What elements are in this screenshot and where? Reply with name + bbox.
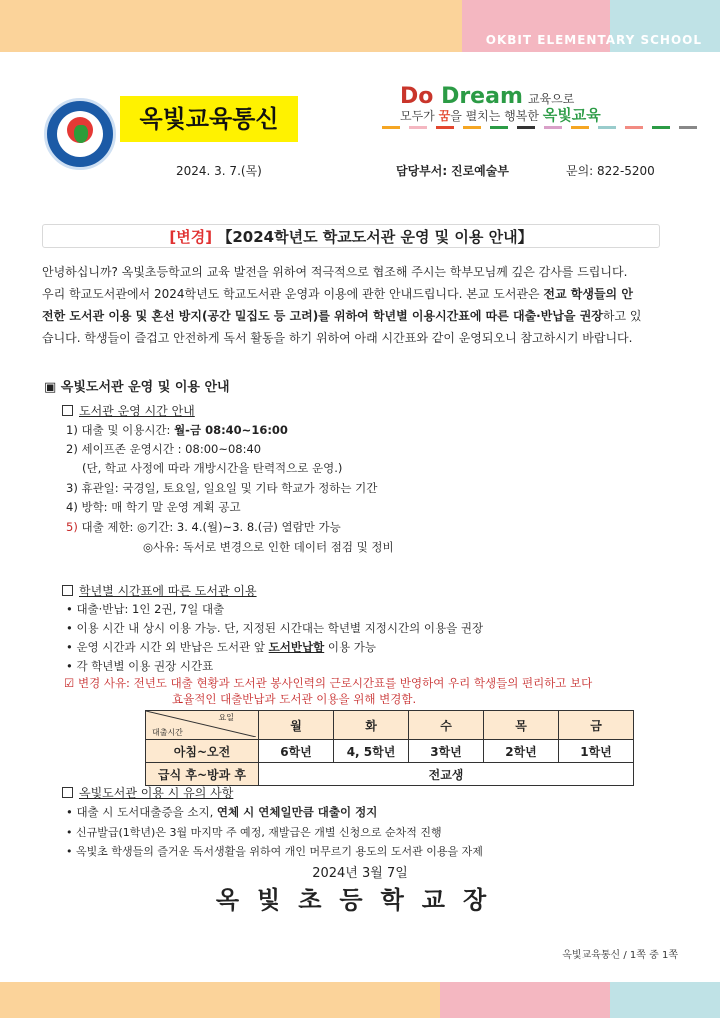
table-cell: 전교생 [259, 763, 634, 786]
subsection-notes [62, 784, 233, 801]
notes-item-3: • 옥빛초 학생들의 즐거운 독서생활을 위하여 개인 머무르기 용도의 도서관 이용을 자제 [66, 845, 483, 858]
subsection-notes-title: 옥빛도서관 이용 시 유의 사항 [79, 786, 234, 800]
contact: 문의: 822-5200 [566, 164, 655, 178]
subsection-hours [62, 402, 195, 419]
subsection-schedule-title: 학년별 시간표에 따른 도서관 이용 [79, 584, 257, 598]
intro-line2b: 전교 학생들의 안 [543, 287, 633, 301]
hours-item-2: 2) 세이프존 운영시간 : 08:00~08:40 [66, 442, 262, 456]
intro-line2 [42, 283, 678, 305]
schedule-table [145, 710, 634, 786]
notes-item-2: • 신규발급(1학년)은 3월 마지막 주 예정, 재발급은 개별 신청으로 순차적 진행 [66, 826, 442, 839]
intro-line3b: 하고 있 [602, 309, 642, 323]
day-header: 목 [484, 711, 559, 740]
notice-title-box [42, 224, 660, 248]
slogan-line2 [400, 104, 601, 125]
table-header-row [146, 711, 634, 740]
day-header: 화 [334, 711, 409, 740]
department [396, 162, 509, 179]
school-english-name: OKBIT ELEMENTARY SCHOOL [485, 33, 702, 47]
intro-line4: 습니다. 학생들이 즐겁고 안전하게 독서 활동을 하기 위하여 아래 시간표와 같이 운영되오니 참고하시기 바랍니다. [42, 331, 633, 345]
table-cell: 4, 5학년 [334, 740, 409, 763]
schedule-item-4: • 각 학년별 이용 권장 시간표 [66, 659, 214, 673]
department-value: 진로예술부 [451, 164, 509, 178]
change-reason-line1: ☑ 변경 사유: 전년도 대출 현황과 도서관 봉사인력의 근로시간표를 반영하여 우리 학생들의 편리하고 보다 [64, 676, 593, 690]
slogan-2a: 모두가 [400, 109, 439, 123]
table-cell: 2학년 [484, 740, 559, 763]
row-label: 아침~오전 [146, 740, 259, 763]
notice-tag: [변경] [169, 228, 213, 246]
change-reason-line2: 효율적인 대출반납과 도서관 이용을 위해 변경함. [172, 692, 417, 706]
notes-item-1: • 대출 시 도서대출증을 소지, 연체 시 연체일만큼 대출이 정지 [66, 805, 378, 819]
slogan-do: Do [400, 84, 434, 109]
notice-title: 【2024학년도 학교도서관 운영 및 이용 안내】 [217, 228, 533, 246]
checkbox-square-icon [62, 405, 73, 416]
table-corner-cell [146, 711, 259, 740]
bottom-color-band [0, 982, 720, 1018]
corner-day-label: 요일 [218, 713, 234, 722]
slogan-2d: 옥빛교육 [542, 106, 601, 124]
color-dashes [382, 126, 697, 129]
day-header: 월 [259, 711, 334, 740]
schedule-item-3: • 운영 시간과 시간 외 반납은 도서관 앞 도서반납함 이용 가능 [66, 640, 376, 654]
intro-line3a: 전한 도서관 이용 및 혼선 방지(공간 밀집도 등 고려)를 위하여 학년별 이용시간표에 따른 대출·반납을 권장 [42, 309, 603, 323]
issue-date: 2024. 3. 7.(목) [176, 164, 262, 178]
day-header: 금 [559, 711, 634, 740]
intro-paragraph [42, 261, 678, 349]
table-cell: 3학년 [409, 740, 484, 763]
table-cell: 1학년 [559, 740, 634, 763]
subsection-hours-title: 도서관 운영 시간 안내 [79, 404, 195, 418]
table-row [146, 763, 634, 786]
row-label: 급식 후~방과 후 [146, 763, 259, 786]
hours-item-3: 3) 휴관일: 국경일, 토요일, 일요일 및 기타 학교가 정하는 기간 [66, 481, 378, 495]
schedule-item-1: • 대출·반납: 1인 2권, 7일 대출 [66, 602, 225, 616]
intro-line3 [42, 305, 678, 327]
slogan-dream: Dream [441, 84, 523, 109]
checkbox-square-icon [62, 787, 73, 798]
hours-item-5: 5) 대출 제한: ◎기간: 3. 4.(월)~3. 8.(금) 열람만 가능 [66, 520, 341, 534]
table-cell: 6학년 [259, 740, 334, 763]
table-row [146, 740, 634, 763]
corner-time-label: 대출시간 [152, 728, 183, 737]
hours-item-4: 4) 방학: 매 학기 말 운영 계획 공고 [66, 500, 241, 514]
day-header: 수 [409, 711, 484, 740]
schedule-item-2: • 이용 시간 내 상시 이용 가능. 단, 지정된 시간대는 학년별 지정시간의 이용을 권장 [66, 621, 484, 635]
newsletter-title-box [120, 96, 298, 142]
closing-date: 2024년 3월 7일 [312, 866, 408, 881]
intro-line2a: 우리 학교도서관에서 2024학년도 학교도서관 운영과 이용에 관한 안내드립니다. 본교 도서관은 [42, 287, 544, 301]
slogan-2c: 을 펼치는 행복한 [450, 109, 543, 123]
slogan-2b: 꿈 [438, 109, 451, 123]
newsletter-title: 옥빛교육통신 [139, 105, 279, 133]
subsection-schedule [62, 582, 257, 599]
hours-item-2-note: (단, 학교 사정에 따라 개방시간을 탄력적으로 운영.) [82, 461, 343, 475]
slogan-line1: 교육으로 [527, 92, 575, 106]
hours-item-5-reason: ◎사유: 독서로 변경으로 인한 데이터 점검 및 정비 [143, 540, 394, 554]
hours-item-1: 1) 대출 및 이용시간: 월-금 08:40~16:00 [66, 423, 288, 437]
school-emblem-icon [44, 98, 116, 170]
section-title: ▣ 옥빛도서관 운영 및 이용 안내 [44, 380, 230, 395]
principal-signature: 옥빛초등학교장 [215, 886, 505, 914]
intro-line1: 안녕하십니까? 옥빛초등학교의 교육 발전을 위하여 적극적으로 협조해 주시는 학부모님께 깊은 감사를 드립니다. [42, 265, 628, 279]
page-footer: 옥빛교육통신 / 1쪽 중 1쪽 [562, 950, 678, 961]
checkbox-square-icon [62, 585, 73, 596]
department-label: 담당부서: [396, 164, 448, 178]
